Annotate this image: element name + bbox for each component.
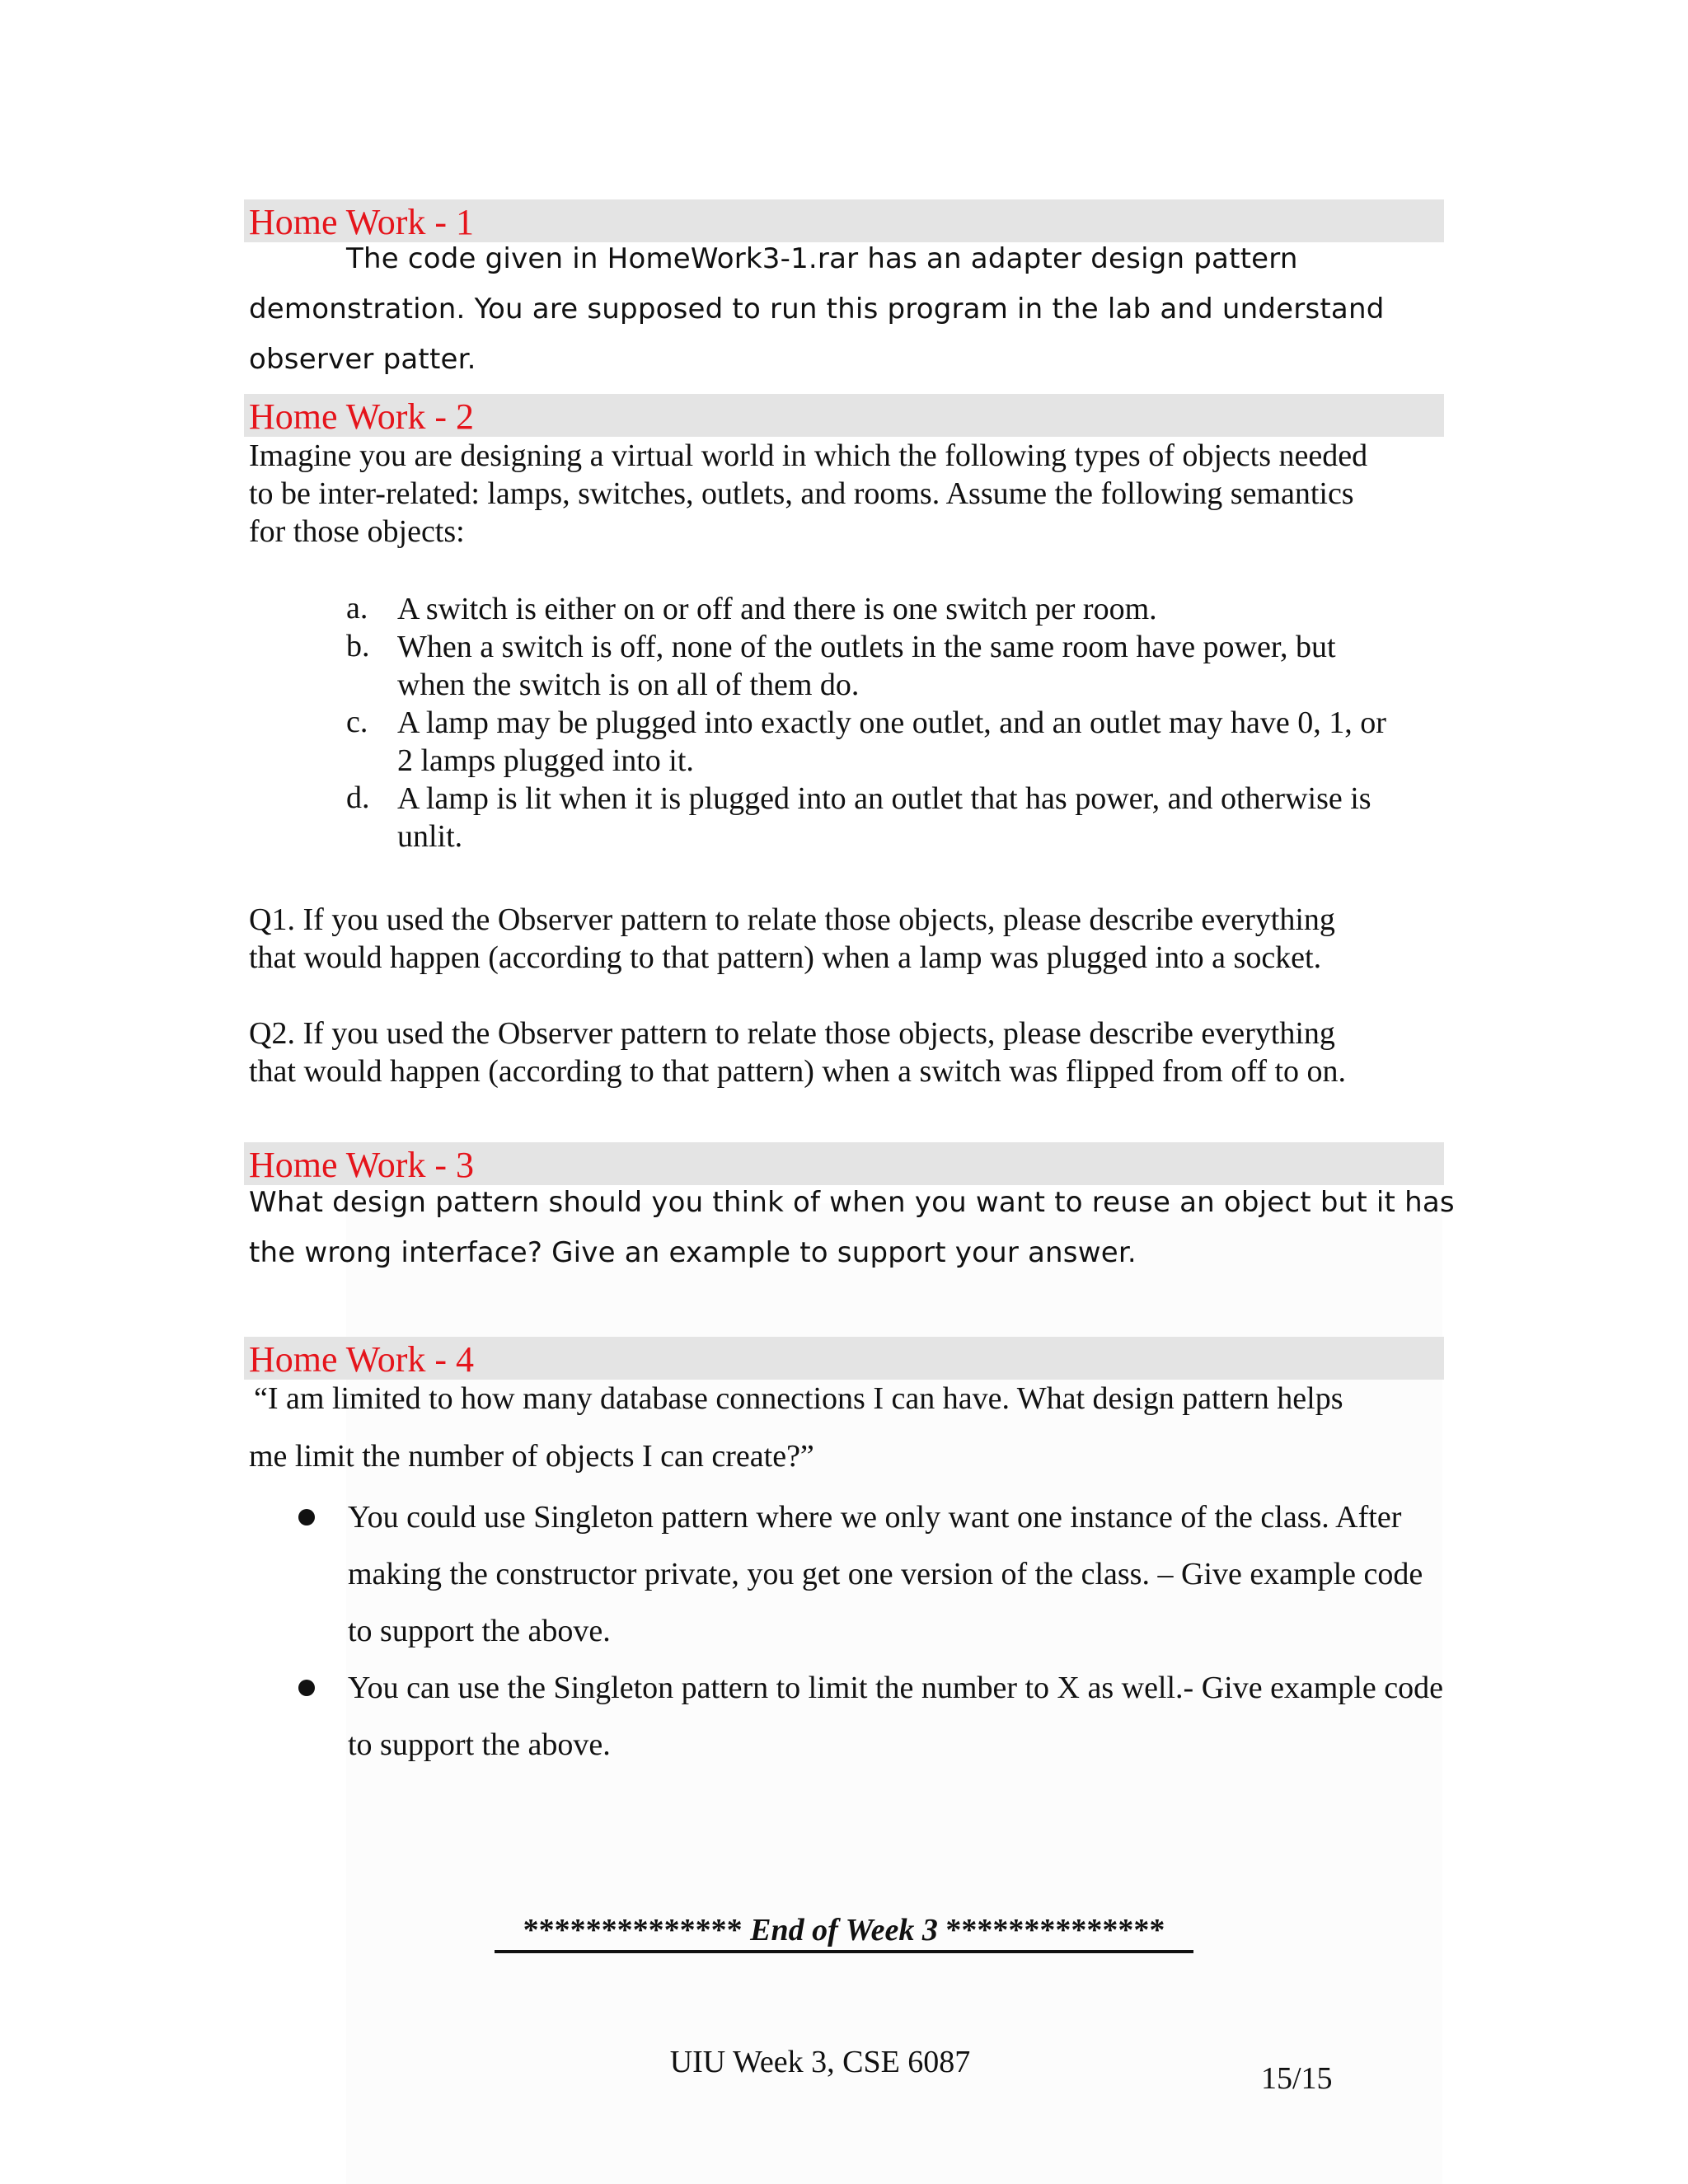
hw1-header bbox=[244, 199, 1444, 242]
q1-line-1: Q1. If you used the Observer pattern to relate those objects, please describe everything bbox=[249, 902, 1335, 937]
hw2-intro-line-1: Imagine you are designing a virtual world in which the following types of objects needed bbox=[249, 438, 1368, 473]
end-label: End of Week 3 bbox=[750, 1913, 938, 1947]
hw3-title: Home Work - 3 bbox=[249, 1145, 475, 1185]
end-underline bbox=[495, 1950, 1193, 1953]
end-of-week-banner bbox=[495, 1912, 1193, 1948]
list-text: A lamp is lit when it is plugged into an outlet that has power, and otherwise is unlit. bbox=[397, 781, 1372, 854]
stars-right: ************** bbox=[945, 1913, 1165, 1947]
hw3-line-1: What design pattern should you think of when you want to reuse an object but it has bbox=[249, 1186, 1455, 1219]
list-text: A switch is either on or off and there is one switch per room. bbox=[397, 592, 1157, 626]
page-number: 15/15 bbox=[1261, 2061, 1333, 2096]
hw4-bullet-1: You could use Singleton pattern where we only want one instance of the class. After making the constructor private, you get one version of the class. – Give example code to support the above. bbox=[348, 1500, 1423, 1648]
hw1-line-2: demonstration. You are supposed to run this program in the lab and understand bbox=[249, 293, 1385, 326]
q1-line-2: that would happen (according to that pattern) when a lamp was plugged into a socket. bbox=[249, 940, 1322, 975]
hw1-line-3: observer patter. bbox=[249, 343, 476, 376]
hw1-line-1: The code given in HomeWork3-1.rar has an adapter design pattern bbox=[346, 242, 1298, 275]
bullet-icon bbox=[298, 1680, 315, 1696]
hw2-intro-line-3: for those objects: bbox=[249, 514, 465, 549]
list-text: A lamp may be plugged into exactly one outlet, and an outlet may have 0, 1, or 2 lamps plugged into it. bbox=[397, 705, 1386, 778]
hw4-line-2: me limit the number of objects I can create?” bbox=[249, 1439, 814, 1474]
q2-line-1: Q2. If you used the Observer pattern to relate those objects, please describe everything bbox=[249, 1016, 1335, 1051]
hw2-header bbox=[244, 394, 1444, 437]
hw4-header bbox=[244, 1337, 1444, 1380]
hw3-header bbox=[244, 1142, 1444, 1185]
list-marker: d. bbox=[346, 780, 370, 815]
hw4-bullet-2: You can use the Singleton pattern to limit the number to X as well.- Give example code to support the above. bbox=[348, 1671, 1444, 1762]
hw2-title: Home Work - 2 bbox=[249, 396, 475, 437]
list-marker: a. bbox=[346, 591, 368, 626]
bullet-icon bbox=[298, 1509, 315, 1526]
hw4-title: Home Work - 4 bbox=[249, 1339, 475, 1380]
hw3-line-2: the wrong interface? Give an example to support your answer. bbox=[249, 1236, 1137, 1269]
hw1-title: Home Work - 1 bbox=[249, 202, 475, 242]
stars-left: ************** bbox=[523, 1913, 743, 1947]
list-text: When a switch is off, none of the outlets in the same room have power, but when the switch is on all of them do. bbox=[397, 630, 1336, 702]
list-marker: b. bbox=[346, 629, 370, 663]
list-marker: c. bbox=[346, 705, 368, 739]
q2-line-2: that would happen (according to that pattern) when a switch was flipped from off to on. bbox=[249, 1054, 1347, 1089]
footer-text: UIU Week 3, CSE 6087 bbox=[669, 2045, 971, 2079]
hw2-intro-line-2: to be inter-related: lamps, switches, outlets, and rooms. Assume the following semantics bbox=[249, 476, 1354, 511]
hw4-line-1: “I am limited to how many database connections I can have. What design pattern helps bbox=[254, 1381, 1343, 1416]
